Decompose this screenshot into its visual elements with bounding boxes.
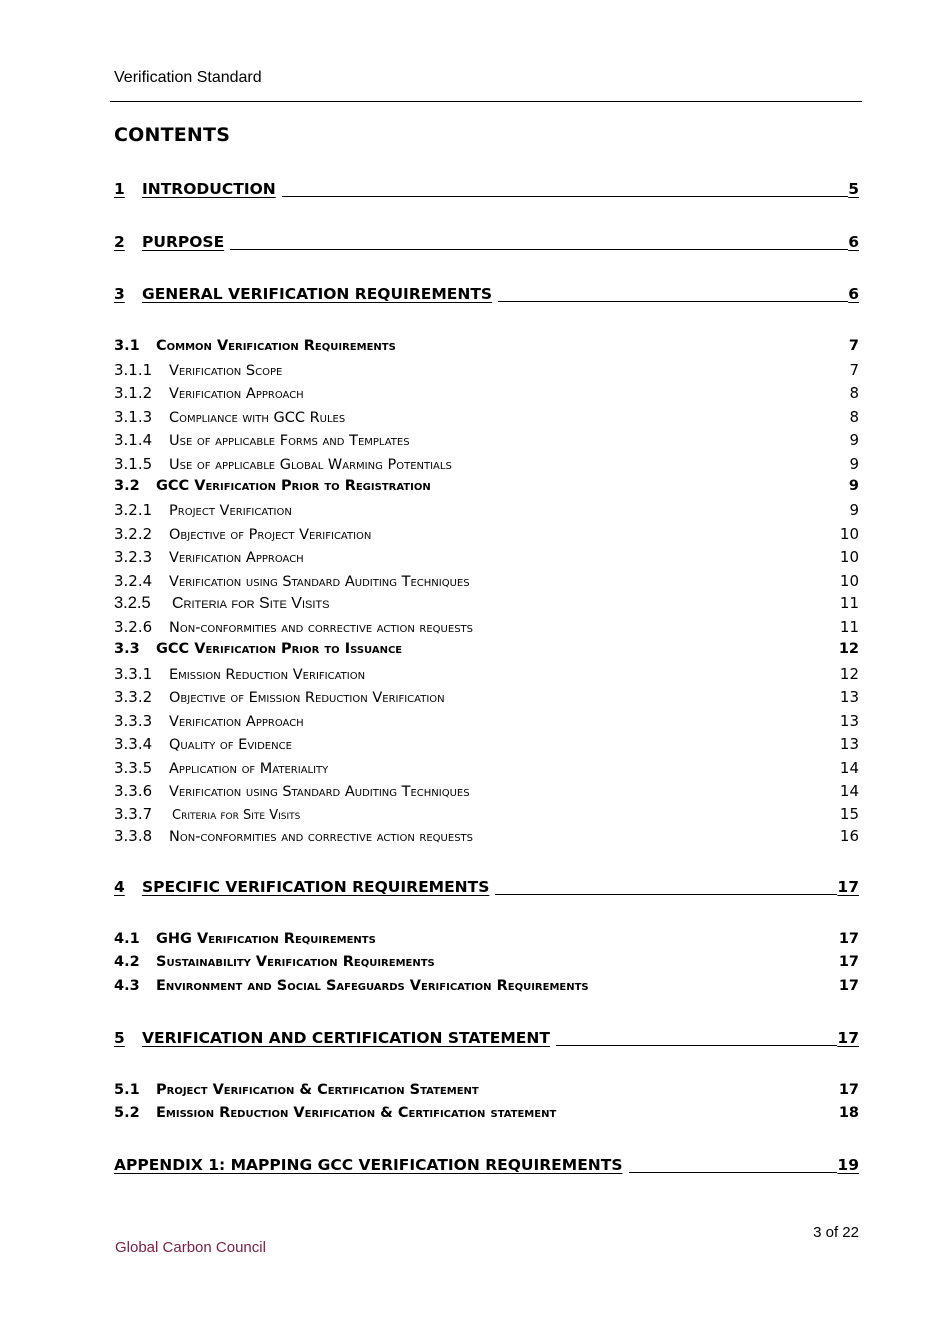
toc-page: 11 (839, 618, 859, 636)
toc-leader (282, 196, 848, 197)
toc-number: 3.3.1 (114, 665, 153, 683)
toc-title: PURPOSE (142, 233, 225, 251)
toc-entry-3[interactable] (114, 285, 859, 303)
toc-title: Application of Materiality (169, 761, 329, 777)
toc-entry-3-3-3[interactable] (114, 712, 859, 730)
toc-entry-3-2[interactable] (114, 478, 859, 494)
toc-page: 19 (837, 1156, 859, 1174)
toc-number: 3.3.4 (114, 735, 153, 753)
toc-page: 6 (848, 285, 859, 303)
toc-number: 3.2.6 (114, 618, 153, 636)
toc-number: 3.3.7 (114, 805, 153, 823)
toc-page: 5 (848, 180, 859, 198)
toc-number: 2 (114, 233, 125, 251)
toc-number: 3.2.1 (114, 501, 153, 519)
toc-number: 3.3.5 (114, 759, 153, 777)
toc-title: Use of applicable Forms and Templates (169, 433, 410, 449)
toc-entry-5[interactable] (114, 1029, 859, 1047)
toc-entry-3-2-6[interactable] (114, 618, 859, 636)
toc-entry-3-3-8[interactable] (114, 827, 859, 845)
toc-title: Compliance with GCC Rules (169, 410, 346, 426)
toc-number: 3.3.8 (114, 827, 153, 845)
toc-leader (495, 894, 837, 895)
toc-entry-3-2-1[interactable] (114, 501, 859, 519)
toc-entry-3-3-2[interactable] (114, 688, 859, 706)
toc-number: 3.2.5 (114, 594, 151, 612)
toc-entry-4-3[interactable] (114, 978, 859, 994)
toc-page: 12 (838, 641, 859, 657)
toc-page: 15 (839, 805, 859, 823)
toc-leader (556, 1045, 838, 1046)
toc-title: Criteria for Site Visits (172, 595, 330, 612)
running-header: Verification Standard (114, 69, 262, 86)
toc-leader (498, 301, 848, 302)
toc-title: GCC Verification Prior to Registration (156, 478, 431, 494)
toc-entry-4-1[interactable] (114, 931, 859, 947)
toc-entry-3-2-5[interactable] (114, 594, 859, 613)
toc-number: 4 (114, 878, 125, 896)
toc-number: 3.2.2 (114, 525, 153, 543)
toc-page: 13 (839, 712, 859, 730)
toc-title: APPENDIX 1: MAPPING GCC VERIFICATION REQUIREMENTS (114, 1156, 623, 1174)
toc-page: 18 (838, 1105, 859, 1121)
toc-title: Objective of Project Verification (169, 527, 372, 543)
toc-number: 3.1.1 (114, 361, 153, 379)
toc-entry-5-1[interactable] (114, 1082, 859, 1098)
toc-number: 4.3 (114, 978, 140, 994)
toc-title: GHG Verification Requirements (156, 931, 376, 947)
toc-entry-3-3[interactable] (114, 641, 859, 657)
toc-page: 14 (839, 759, 859, 777)
toc-title: GENERAL VERIFICATION REQUIREMENTS (142, 285, 493, 303)
toc-page: 8 (849, 408, 859, 426)
toc-number: 3.3.3 (114, 712, 153, 730)
toc-page: 10 (839, 525, 859, 543)
toc-page: 10 (839, 548, 859, 566)
toc-entry-5-2[interactable] (114, 1105, 859, 1121)
toc-page: 17 (838, 1082, 859, 1098)
toc-number: 3.1.3 (114, 408, 153, 426)
toc-title: Objective of Emission Reduction Verification (169, 690, 445, 706)
toc-number: 3.3 (114, 641, 140, 657)
toc-entry-appendix-1[interactable] (114, 1156, 859, 1174)
toc-title: Verification using Standard Auditing Techniques (169, 784, 470, 800)
toc-number: 3.2 (114, 478, 140, 494)
toc-entry-3-2-4[interactable] (114, 572, 859, 590)
toc-leader (230, 249, 848, 250)
toc-number: 3 (114, 285, 125, 303)
toc-page: 17 (838, 954, 859, 970)
toc-page: 9 (849, 431, 859, 449)
contents-heading: CONTENTS (114, 124, 231, 146)
toc-page: 17 (838, 978, 859, 994)
toc-page: 11 (839, 594, 859, 612)
toc-entry-3-3-1[interactable] (114, 665, 859, 683)
toc-number: 3.1.5 (114, 455, 153, 473)
toc-entry-3-1-4[interactable] (114, 431, 859, 449)
toc-title: Project Verification & Certification Statement (156, 1082, 479, 1098)
toc-title: Common Verification Requirements (156, 338, 396, 354)
toc-title: VERIFICATION AND CERTIFICATION STATEMENT (142, 1029, 550, 1047)
toc-number: 1 (114, 180, 125, 198)
toc-page: 9 (849, 501, 859, 519)
toc-number: 3.3.2 (114, 688, 153, 706)
toc-page: 10 (839, 572, 859, 590)
toc-title: Emission Reduction Verification (169, 667, 366, 683)
toc-leader (629, 1172, 838, 1173)
toc-title: GCC Verification Prior to Issuance (156, 641, 403, 657)
toc-entry-3-1[interactable] (114, 338, 859, 354)
toc-title: Verification Scope (169, 363, 283, 379)
toc-page: 13 (839, 688, 859, 706)
toc-title: Non-conformities and corrective action requests (169, 829, 473, 845)
toc-number: 3.2.4 (114, 572, 153, 590)
toc-entry-2[interactable] (114, 233, 859, 251)
header-divider (110, 101, 862, 102)
toc-entry-3-3-4[interactable] (114, 735, 859, 753)
toc-page: 17 (838, 931, 859, 947)
toc-entry-3-2-2[interactable] (114, 525, 859, 543)
toc-title: Verification Approach (169, 386, 304, 402)
toc-title: Sustainability Verification Requirements (156, 954, 435, 970)
toc-number: 4.1 (114, 931, 140, 947)
toc-number: 3.3.6 (114, 782, 153, 800)
toc-entry-3-3-5[interactable] (114, 759, 859, 777)
toc-number: 3.1 (114, 338, 140, 354)
toc-page: 17 (837, 878, 859, 896)
toc-page: 14 (839, 782, 859, 800)
toc-page: 9 (849, 455, 859, 473)
footer-organization: Global Carbon Council (115, 1239, 266, 1256)
toc-page: 9 (848, 478, 859, 494)
toc-number: 5 (114, 1029, 125, 1047)
toc-title: Emission Reduction Verification & Certification statement (156, 1105, 557, 1121)
toc-title: Environment and Social Safeguards Verification Requirements (156, 978, 589, 994)
toc-number: 3.1.2 (114, 384, 153, 402)
toc-number: 3.2.3 (114, 548, 153, 566)
toc-title: Criteria for Site Visits (172, 808, 301, 823)
toc-title: Non-conformities and corrective action requests (169, 620, 473, 636)
toc-title: Use of applicable Global Warming Potentials (169, 457, 452, 473)
toc-title: INTRODUCTION (142, 180, 276, 198)
toc-title: Verification Approach (169, 714, 304, 730)
toc-title: Quality of Evidence (169, 737, 292, 753)
toc-title: Verification Approach (169, 550, 304, 566)
toc-entry-3-3-6[interactable] (114, 782, 859, 800)
toc-page: 7 (848, 338, 859, 354)
toc-page: 6 (848, 233, 859, 251)
toc-page: 13 (839, 735, 859, 753)
page-number: 3 of 22 (813, 1224, 859, 1241)
toc-number: 3.1.4 (114, 431, 153, 449)
toc-number: 5.2 (114, 1105, 140, 1121)
toc-entry-3-3-7[interactable] (114, 805, 859, 823)
toc-title: Verification using Standard Auditing Techniques (169, 574, 470, 590)
toc-entry-4[interactable] (114, 878, 859, 896)
toc-number: 4.2 (114, 954, 140, 970)
toc-number: 5.1 (114, 1082, 140, 1098)
toc-page: 8 (849, 384, 859, 402)
toc-entry-1[interactable] (114, 180, 859, 198)
toc-title: Project Verification (169, 503, 292, 519)
toc-entry-3-1-2[interactable] (114, 384, 859, 402)
toc-page: 17 (837, 1029, 859, 1047)
toc-entry-3-1-1[interactable] (114, 361, 859, 379)
toc-entry-3-2-3[interactable] (114, 548, 859, 566)
toc-entry-4-2[interactable] (114, 954, 859, 970)
toc-page: 7 (849, 361, 859, 379)
toc-title: SPECIFIC VERIFICATION REQUIREMENTS (142, 878, 490, 896)
toc-page: 12 (839, 665, 859, 683)
toc-entry-3-1-3[interactable] (114, 408, 859, 426)
toc-page: 16 (839, 827, 859, 845)
toc-entry-3-1-5[interactable] (114, 455, 859, 473)
